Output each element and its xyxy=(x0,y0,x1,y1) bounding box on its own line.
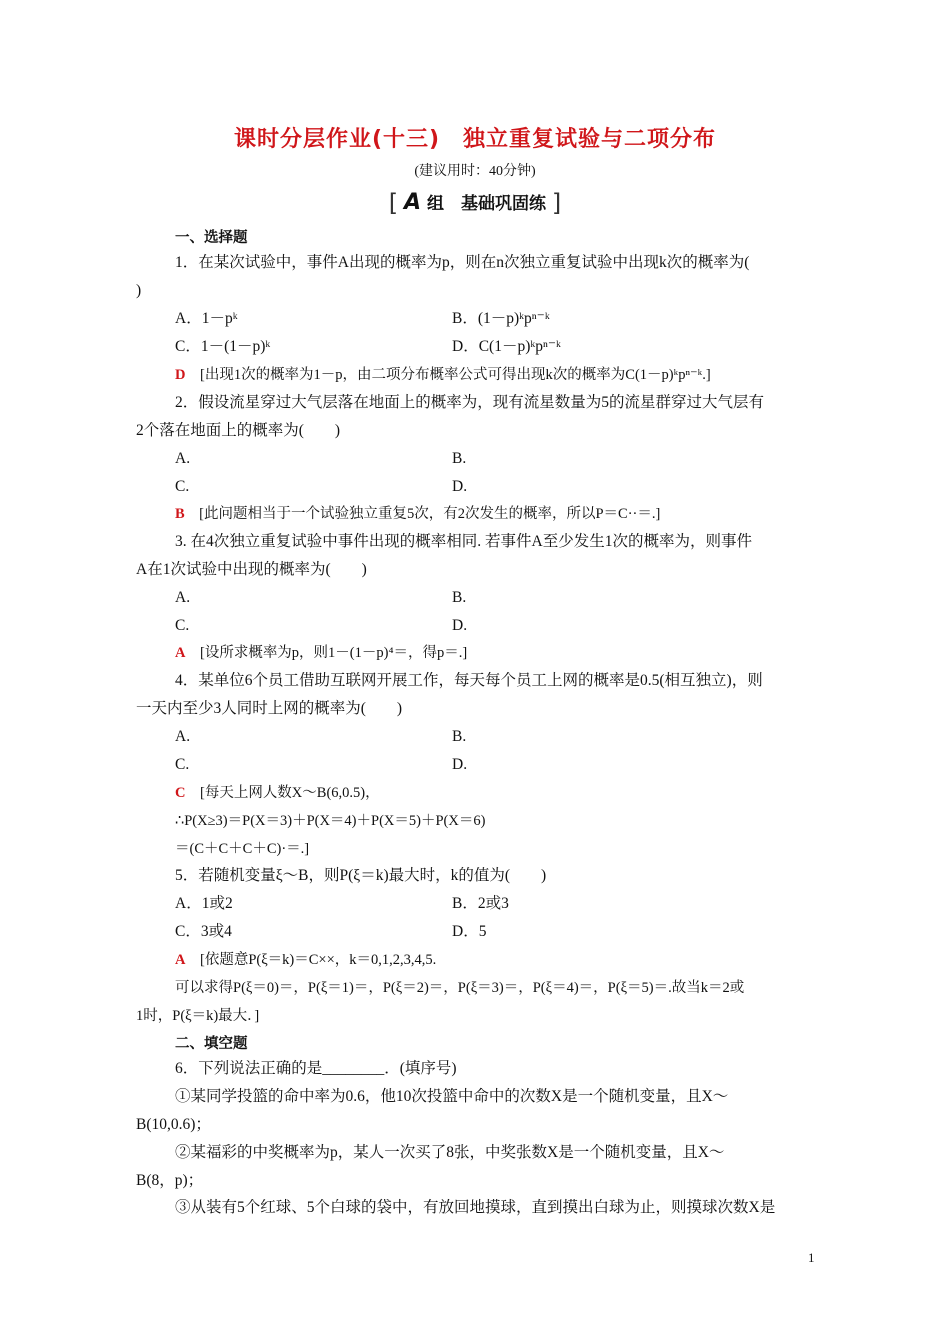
line-text: 4．某单位6个员工借助互联网开展工作，每天每个员工上网的概率是0.5(相互独立)，则 xyxy=(175,672,763,689)
text-line xyxy=(175,532,752,552)
answer-letter: A xyxy=(175,952,186,968)
line-text: A．1或2 xyxy=(175,895,233,912)
text-line xyxy=(175,616,189,636)
group-title: 组 基础巩固练 xyxy=(426,194,546,214)
line-text: A. xyxy=(175,450,191,467)
left-bracket: [ xyxy=(388,189,399,217)
line-text: 1．在某次试验中，事件A出现的概率为p，则在n次独立重复试验中出现k次的概率为( xyxy=(175,254,750,271)
text-line xyxy=(136,1006,259,1026)
text-line xyxy=(175,1034,248,1054)
text-line xyxy=(175,866,546,886)
line-text: D．5 xyxy=(452,923,487,940)
text-line xyxy=(452,727,466,747)
line-text: C. xyxy=(175,617,190,634)
line-text: ③从装有5个红球、5个白球的袋中，有放回地摸球，直到摸出白球为止，则摸球次数X是 xyxy=(175,1199,776,1216)
text-line xyxy=(452,309,550,329)
line-text: B．(1－p)ᵏpⁿ⁻ᵏ xyxy=(452,310,550,327)
text-line xyxy=(452,894,509,914)
text-line xyxy=(175,228,248,248)
text-line xyxy=(136,421,340,441)
text-line xyxy=(175,309,238,329)
line-text: 3. 在4次独立重复试验中事件出现的概率相同. 若事件A至少发生1次的概率为，则事件 xyxy=(175,533,752,550)
line-text: D. xyxy=(452,478,468,495)
text-line xyxy=(452,449,466,469)
line-text: ＝(C＋C＋C＋C)·＝.] xyxy=(175,841,310,857)
text-line xyxy=(175,1087,728,1107)
text-line xyxy=(136,560,367,580)
text-line xyxy=(175,811,485,831)
line-text: [每天上网人数X～B(6,0.5)， xyxy=(185,785,380,801)
line-text: C. xyxy=(175,478,190,495)
text-line xyxy=(175,449,190,469)
answer-letter: C xyxy=(175,785,186,801)
text-line xyxy=(175,1198,775,1218)
line-text: 二、填空题 xyxy=(175,1036,248,1052)
line-text: B(8，p)； xyxy=(136,1172,204,1189)
text-line xyxy=(175,393,764,413)
group-letter: A xyxy=(404,190,422,215)
text-line xyxy=(136,1115,211,1135)
text-line xyxy=(452,922,486,942)
line-text: A．1－pᵏ xyxy=(175,310,238,327)
line-text: 一、选择题 xyxy=(175,230,248,246)
text-line xyxy=(452,477,467,497)
text-line xyxy=(136,281,141,301)
text-line xyxy=(175,978,744,998)
line-text: D. xyxy=(452,617,468,634)
line-text: [设所求概率为p，则1－(1－p)⁴＝，得p＝.] xyxy=(185,645,468,661)
line-text: [出现1次的概率为1－p，由二项分布概率公式可得出现k次的概率为C(1－p)ᵏpⁿ⁻ᵏ.] xyxy=(185,367,711,383)
text-line xyxy=(175,253,749,273)
line-text: ①某同学投篮的命中率为0.6，他10次投篮中命中的次数X是一个随机变量，且X～ xyxy=(175,1088,729,1105)
text-line xyxy=(175,1143,724,1163)
text-line xyxy=(175,671,763,691)
text-line xyxy=(452,755,467,775)
line-text: A. xyxy=(175,589,191,606)
text-line xyxy=(175,755,189,775)
text-line xyxy=(175,727,190,747)
line-text: B(10,0.6)； xyxy=(136,1116,211,1133)
line-text: 可以求得P(ξ＝0)＝，P(ξ＝1)＝，P(ξ＝2)＝，P(ξ＝3)＝，P(ξ＝4)＝，P(ξ＝5)＝.故当k＝2或 xyxy=(175,980,745,996)
text-line xyxy=(175,477,189,497)
line-text: B．2或3 xyxy=(452,895,509,912)
text-line xyxy=(136,699,402,719)
line-text: 2个落在地面上的概率为( ) xyxy=(136,422,341,439)
line-text: D. xyxy=(452,756,468,773)
page-number: 1 xyxy=(808,1250,815,1265)
section-group-header xyxy=(0,189,950,217)
text-line xyxy=(175,504,660,524)
answer-letter: B xyxy=(175,506,185,522)
answer-letter: A xyxy=(175,645,186,661)
line-text: [依题意P(ξ＝k)＝C××，k＝0,1,2,3,4,5. xyxy=(185,952,437,968)
text-line xyxy=(452,616,467,636)
text-line xyxy=(175,839,309,859)
line-text: 6．下列说法正确的是________．(填序号) xyxy=(175,1060,457,1077)
text-line xyxy=(175,894,233,914)
line-text: ②某福彩的中奖概率为p，某人一次买了8张，中奖张数X是一个随机变量，且X～ xyxy=(175,1144,725,1161)
text-line xyxy=(452,588,466,608)
answer-letter: D xyxy=(175,367,186,383)
line-text: [此问题相当于一个试验独立重复5次，有2次发生的概率，所以P＝C··＝.] xyxy=(184,506,661,522)
text-line xyxy=(175,950,436,970)
line-text: A在1次试验中出现的概率为( ) xyxy=(136,561,367,578)
line-text: C．1－(1－p)ᵏ xyxy=(175,338,271,355)
right-bracket: ] xyxy=(551,189,562,217)
page-title: 课时分层作业(十三) 独立重复试验与二项分布 xyxy=(233,127,717,152)
text-line xyxy=(136,1171,203,1191)
line-text: ) xyxy=(136,282,142,299)
line-text: A. xyxy=(175,728,191,745)
text-line xyxy=(175,337,270,357)
line-text: C．3或4 xyxy=(175,923,232,940)
line-text: 1时，P(ξ＝k)最大．] xyxy=(136,1008,260,1024)
text-line xyxy=(175,365,711,385)
text-line xyxy=(175,1059,457,1079)
line-text: C. xyxy=(175,756,190,773)
line-text: B. xyxy=(452,589,467,606)
text-line xyxy=(175,922,232,942)
line-text: B. xyxy=(452,450,467,467)
line-text: B. xyxy=(452,728,467,745)
line-text: ∴P(X≥3)＝P(X＝3)＋P(X＝4)＋P(X＝5)＋P(X＝6) xyxy=(175,813,486,829)
line-text: 5．若随机变量ξ～B，则P(ξ＝k)最大时，k的值为( ) xyxy=(175,867,547,884)
line-text: D．C(1－p)ᵏpⁿ⁻ᵏ xyxy=(452,338,561,355)
suggested-time: (建议用时：40分钟) xyxy=(414,164,536,179)
text-line xyxy=(175,588,190,608)
line-text: 2．假设流星穿过大气层落在地面上的概率为，现有流星数量为5的流星群穿过大气层有 xyxy=(175,394,765,411)
text-line xyxy=(175,783,380,803)
text-line xyxy=(452,337,561,357)
line-text: 一天内至少3人同时上网的概率为( ) xyxy=(136,700,403,717)
text-line xyxy=(175,643,467,663)
